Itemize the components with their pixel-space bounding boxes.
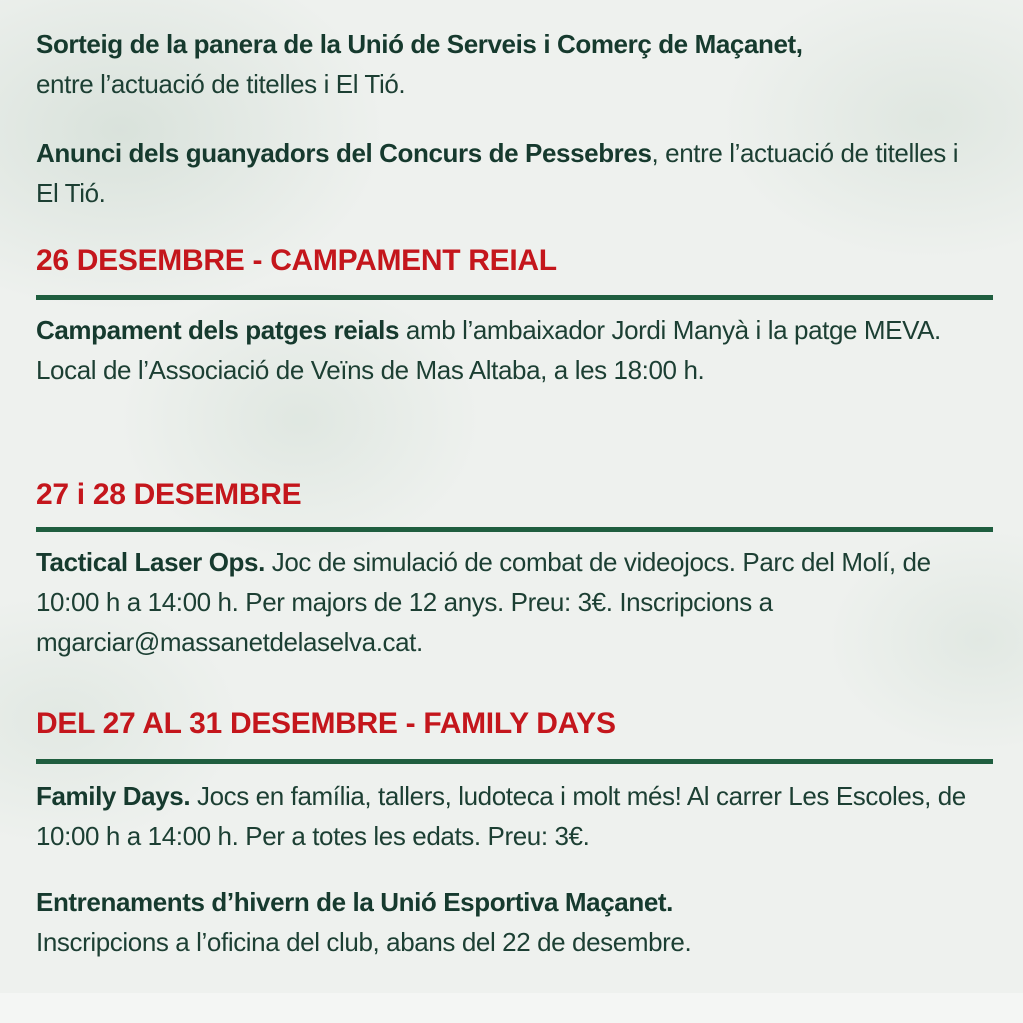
section-heading-family-days: DEL 27 AL 31 DESEMBRE - FAMILY DAYS — [36, 707, 616, 740]
pessebres-winners-detail: , entre l’actuació de titelles i El Tió. — [36, 138, 959, 208]
ue-training-title: Entrenaments d’hivern de la Unió Esportiva Maçanet. — [36, 887, 673, 917]
family-days-text — [36, 776, 966, 856]
laser-ops-detail: Joc de simulació de combat de videojocs. Parc del Molí, de 10:00 h a 14:00 h. Per majors de 12 anys. Preu: 3€. Inscripcions a mgarciar@massanetdelaselva.cat. — [36, 547, 931, 657]
pessebres-winners-item — [36, 133, 976, 213]
campament-detail: amb l’ambaixador Jordi Manyà i la patge MEVA. Local de l’Associació de Veïns de Mas Altaba, a les 18:00 h. — [36, 315, 941, 385]
campament-title: Campament dels patges reials — [36, 315, 400, 345]
campament-item — [36, 310, 981, 390]
laser-ops-title: Tactical Laser Ops. — [36, 547, 265, 577]
section-divider — [36, 295, 993, 300]
pessebres-winners-title: Anunci dels guanyadors del Concurs de Pessebres — [36, 138, 652, 168]
panera-raffle-title: Sorteig de la panera de la Unió de Serveis i Comerç de Maçanet, — [36, 29, 803, 59]
ue-training-detail: Inscripcions a l’oficina del club, abans del 22 de desembre. — [36, 927, 692, 957]
family-days-item — [36, 776, 966, 856]
ue-training-item — [36, 882, 991, 962]
ue-training-text — [36, 882, 991, 962]
pessebres-winners-text — [36, 133, 976, 213]
laser-ops-text — [36, 542, 986, 662]
family-days-title: Family Days. — [36, 781, 191, 811]
section-divider — [36, 759, 993, 764]
family-days-detail: Jocs en família, tallers, ludoteca i molt més! Al carrer Les Escoles, de 10:00 h a 14:00 h. Per a totes les edats. Preu: 3€. — [36, 781, 966, 851]
laser-ops-item — [36, 542, 986, 662]
panera-raffle-text — [36, 24, 991, 104]
section-divider — [36, 527, 993, 532]
panera-raffle-item — [36, 24, 991, 104]
section-heading-27-28: 27 i 28 DESEMBRE — [36, 478, 302, 511]
panera-raffle-detail: entre l’actuació de titelles i El Tió. — [36, 69, 406, 99]
campament-text — [36, 310, 981, 390]
section-heading-campament: 26 DESEMBRE - CAMPAMENT REIAL — [36, 244, 557, 277]
bottom-band — [0, 993, 1023, 1023]
